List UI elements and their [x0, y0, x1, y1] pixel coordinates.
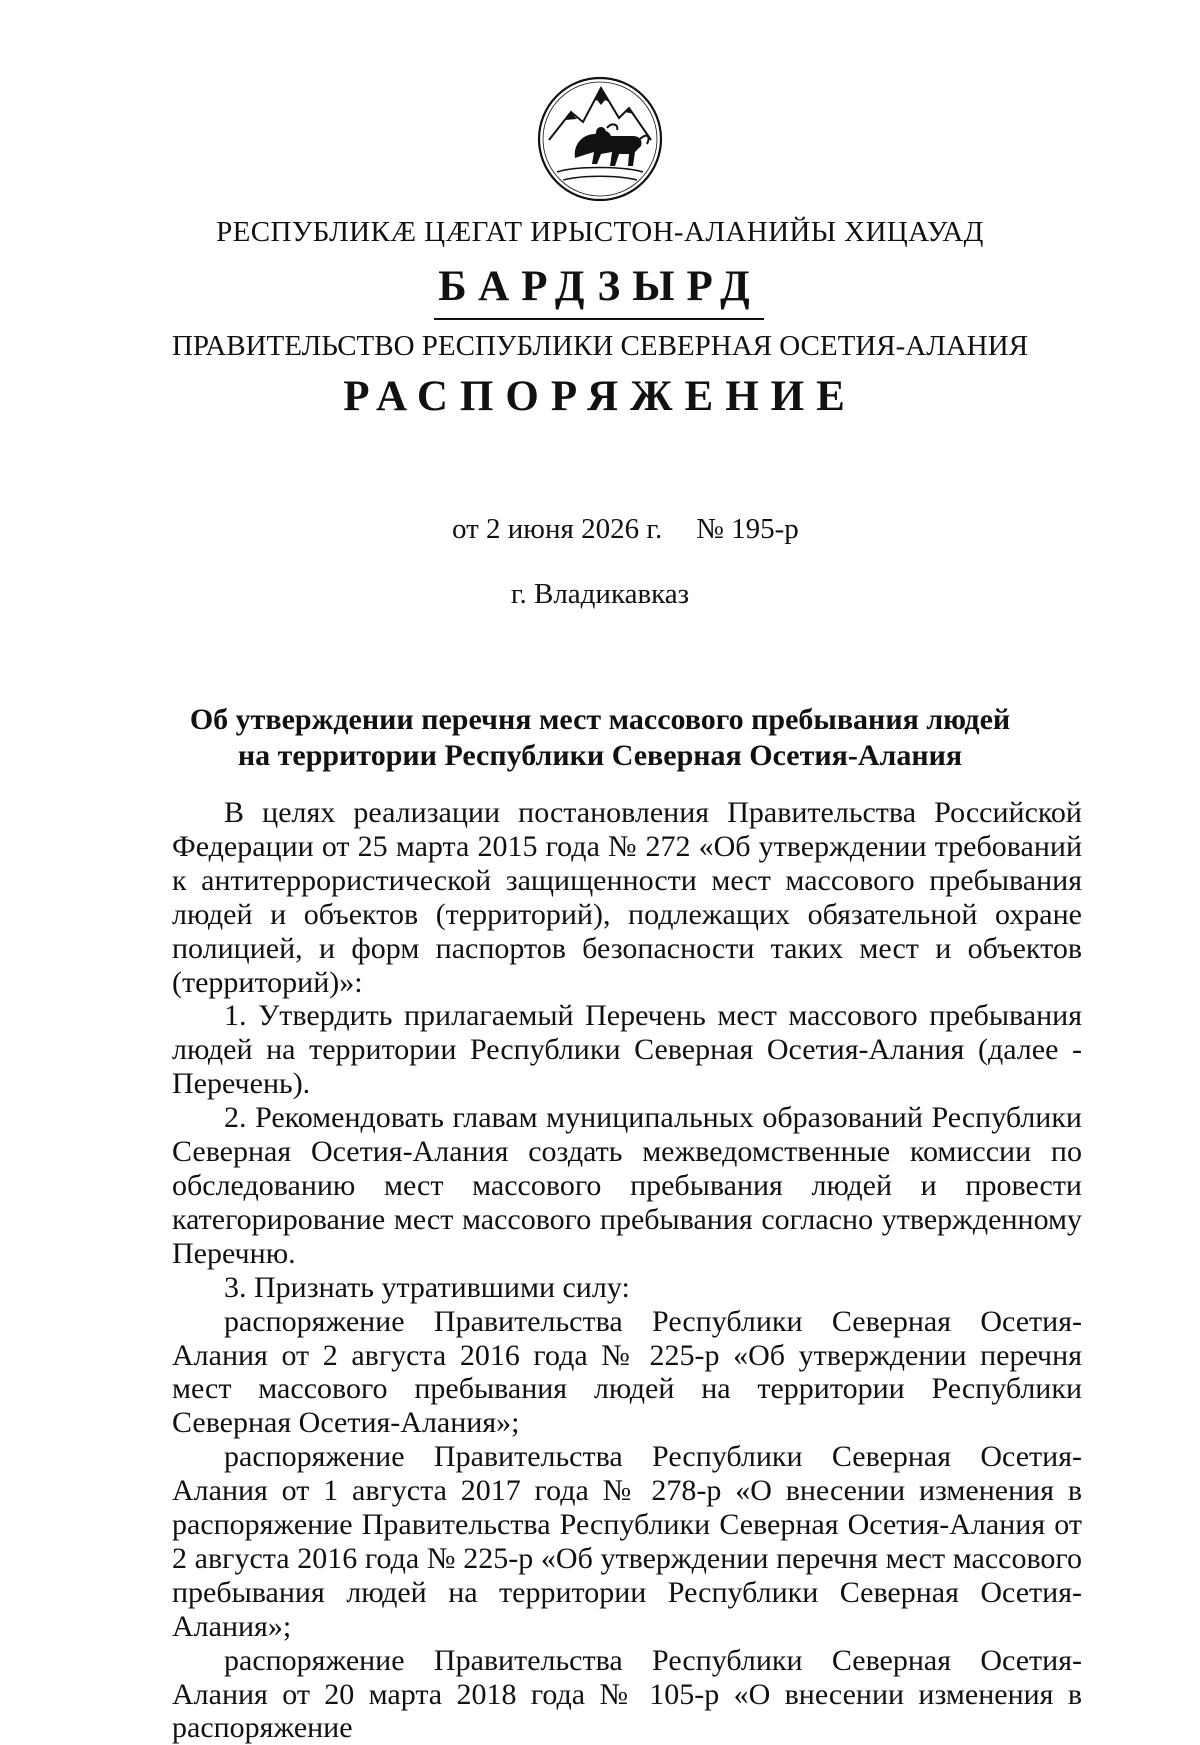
heading-divider	[434, 318, 764, 320]
item-1-paragraph: 1. Утвердить прилагаемый Перечень мест массового пребывания людей на территории Республики Северная Осетия-Алания (далее - Перечень).	[172, 999, 1082, 1101]
item-3-paragraph: 3. Признать утратившими силу:	[224, 1270, 630, 1304]
document-body	[172, 796, 1082, 1745]
document-date: от 2 июня 2026 г.	[452, 513, 663, 545]
document-title-line-2: на территории Республики Северная Осетия-Алания	[237, 739, 963, 772]
document-title	[170, 702, 1030, 774]
repeal-1-paragraph: распоряжение Правительства Республики Северная Осетия-Алания от 2 августа 2016 года № 225-р «Об утверждении перечня мест массового пребывания людей на территории Республики Северная Осетия-Алания»;	[172, 1304, 1082, 1440]
repeal-3-paragraph: распоряжение Правительства Республики Северная Осетия-Алания от 20 марта 2018 года № 105-р «О внесении изменения в распоряжение	[172, 1643, 1082, 1745]
document-title-line-1: Об утверждении перечня мест массового пребывания людей	[189, 703, 1011, 736]
ossetian-doc-type-heading: БАРДЗЫРД	[438, 263, 762, 310]
date-number-line	[452, 513, 799, 546]
russian-doc-type-heading: РАСПОРЯЖЕНИЕ	[343, 373, 857, 420]
ossetian-authority-heading: РЕСПУБЛИКÆ ЦÆГАТ ИРЫСТОН-АЛАНИЙЫ ХИЦАУАД	[216, 216, 984, 248]
item-2-paragraph: 2. Рекомендовать главам муниципальных образований Республики Северная Осетия-Алания создать межведомственные комиссии по обследованию мест массового пребывания людей и провести категорирование мест массового пребывания согласно утвержденному Перечню.	[172, 1101, 1082, 1270]
coat-of-arms-icon	[535, 74, 665, 204]
russian-authority-heading: ПРАВИТЕЛЬСТВО РЕСПУБЛИКИ СЕВЕРНАЯ ОСЕТИЯ-АЛАНИЯ	[171, 330, 1029, 362]
document-number: № 195-р	[696, 513, 799, 545]
repeal-2-paragraph: распоряжение Правительства Республики Северная Осетия-Алания от 1 августа 2017 года № 278-р «О внесении изменения в распоряжение Правительства Республики Северная Осетия-Алания от 2 августа 2016 года № 225-р «Об утверждении перечня мест массового пребывания людей на территории Республики Северная Осетия-Алания»;	[172, 1440, 1082, 1643]
document-city: г. Владикавказ	[510, 578, 690, 610]
preamble-paragraph: В целях реализации постановления Правительства Российской Федерации от 25 марта 2015 года № 272 «Об утверждении требований к антитеррористической защищенности мест массового пребывания людей и объектов (территорий), подлежащих обязательной охране полицией, и форм паспортов безопасности таких мест и объектов (территорий)»:	[172, 796, 1082, 999]
